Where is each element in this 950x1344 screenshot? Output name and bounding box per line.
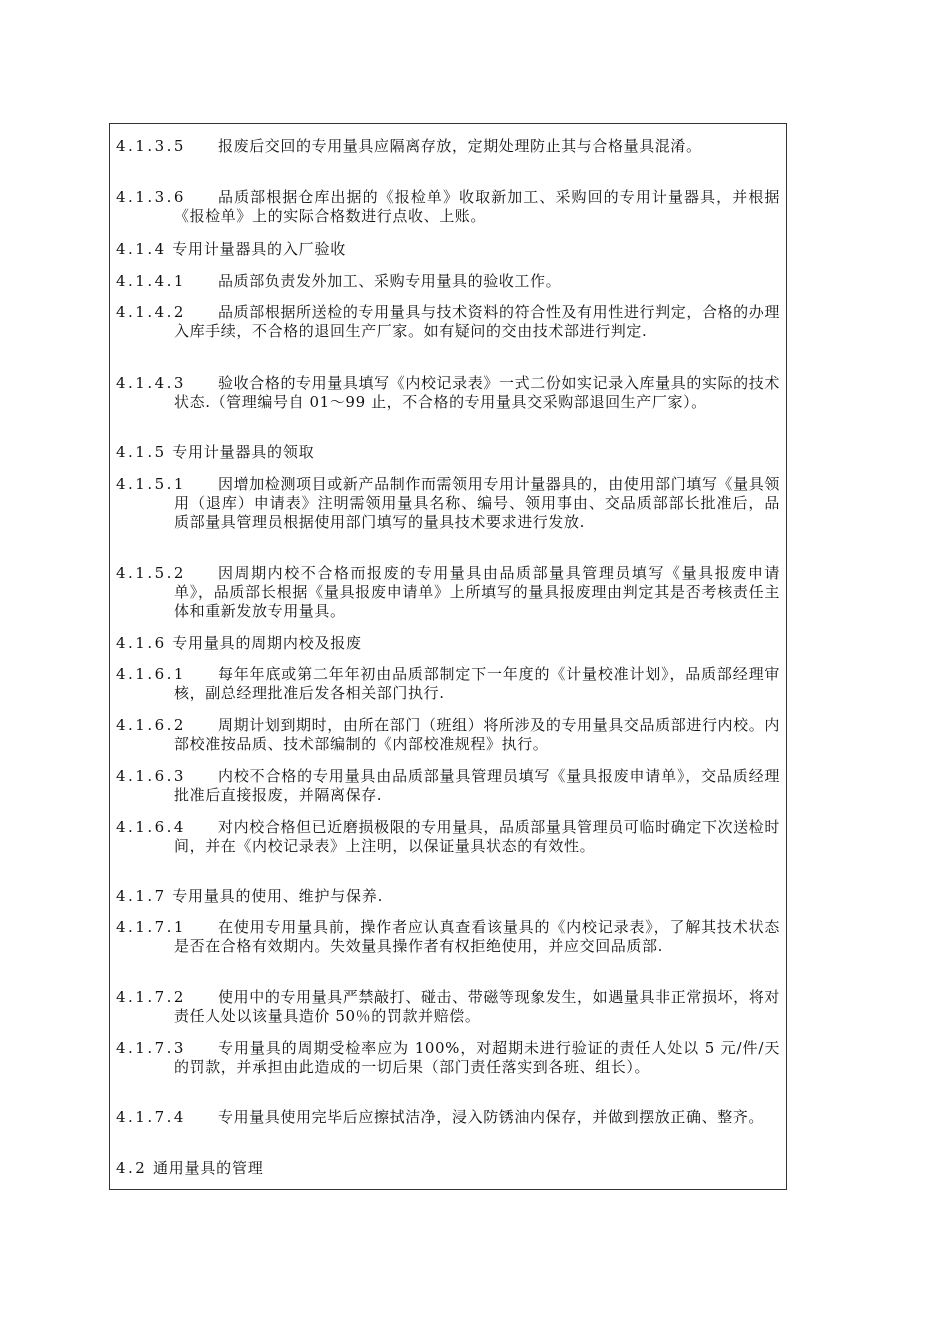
section-4-1-4-3 <box>116 374 780 412</box>
section-number: 4.1.3.6 <box>116 188 186 206</box>
section-4-1-6-4 <box>116 818 780 856</box>
section-text: 品质部负责发外加工、采购专用量具的验收工作。 <box>218 272 562 290</box>
section-number: 4.1.7.3 <box>116 1039 186 1057</box>
section-number: 4.1.6.1 <box>116 665 186 683</box>
section-number: 4.1.4.3 <box>116 374 186 392</box>
section-number: 4.1.7.1 <box>116 918 186 936</box>
section-text: 品质部根据仓库出据的《报检单》收取新加工、采购回的专用计量器具，并根据《报检单》上的实际合格数进行点收、上账。 <box>174 188 780 225</box>
section-text: 报废后交回的专用量具应隔离存放，定期处理防止其与合格量具混淆。 <box>218 137 702 155</box>
section-number: 4.1.5.2 <box>116 564 186 582</box>
heading-text: 专用计量器具的领取 <box>172 443 315 461</box>
section-4-1-6-3 <box>116 767 780 805</box>
section-text: 专用量具的周期受检率应为 100%，对超期未进行验证的责任人处以 5 元/件/天的罚款，并承担由此造成的一切后果（部门责任落实到各班、组长）。 <box>174 1039 780 1076</box>
heading-4-1-5 <box>116 443 314 462</box>
section-4-1-4-2 <box>116 303 780 341</box>
section-4-1-7-1 <box>116 918 780 956</box>
heading-number: 4.1.4 <box>116 240 167 258</box>
section-text: 使用中的专用量具严禁敲打、碰击、带磁等现象发生，如遇量具非正常损坏，将对责任人处以该量具造价 50％的罚款并赔偿。 <box>174 988 780 1025</box>
section-4-1-7-3 <box>116 1039 780 1077</box>
section-text: 品质部根据所送检的专用量具与技术资料的符合性及有用性进行判定，合格的办理入库手续，不合格的退回生产厂家。如有疑问的交由技术部进行判定. <box>174 303 780 340</box>
section-text: 因增加检测项目或新产品制作而需领用专用计量器具的，由使用部门填写《量具领用（退库）申请表》注明需领用量具名称、编号、领用事由、交品质部部长批准后，品质部量具管理员根据使用部门填写的量具技术要求进行发放. <box>174 475 780 531</box>
section-4-1-5-1 <box>116 475 780 532</box>
heading-number: 4.1.6 <box>116 634 167 652</box>
section-text: 验收合格的专用量具填写《内校记录表》一式二份如实记录入库量具的实际的技术状态.（管理编号自 01～99 止，不合格的专用量具交采购部退回生产厂家）。 <box>174 374 780 411</box>
section-4-1-6-2 <box>116 716 780 754</box>
section-number: 4.1.7.2 <box>116 988 186 1006</box>
heading-4-1-7 <box>116 887 383 906</box>
heading-text: 专用量具的周期内校及报废 <box>172 634 362 652</box>
heading-number: 4.1.5 <box>116 443 167 461</box>
section-4-1-5-2 <box>116 564 780 621</box>
section-number: 4.1.6.4 <box>116 818 186 836</box>
section-4-1-4-1 <box>116 272 780 291</box>
heading-text: 专用量具的使用、维护与保养. <box>172 887 384 905</box>
heading-number: 4.1.7 <box>116 887 167 905</box>
heading-number: 4.2 <box>116 1159 148 1177</box>
section-4-1-3-6 <box>116 188 780 226</box>
section-text: 对内校合格但已近磨损极限的专用量具，品质部量具管理员可临时确定下次送检时间，并在《内校记录表》上注明，以保证量具状态的有效性。 <box>174 818 780 855</box>
section-number: 4.1.5.1 <box>116 475 186 493</box>
section-text: 在使用专用量具前，操作者应认真查看该量具的《内校记录表》，了解其技术状态是否在合格有效期内。失效量具操作者有权拒绝使用，并应交回品质部. <box>174 918 780 955</box>
section-number: 4.1.7.4 <box>116 1108 186 1126</box>
section-number: 4.1.4.2 <box>116 303 186 321</box>
section-4-1-6-1 <box>116 665 780 703</box>
heading-4-1-4 <box>116 240 346 259</box>
heading-text: 专用计量器具的入厂验收 <box>172 240 347 258</box>
section-text: 每年年底或第二年年初由品质部制定下一年度的《计量校准计划》，品质部经理审核，副总经理批准后发各相关部门执行. <box>174 665 780 702</box>
heading-text: 通用量具的管理 <box>152 1159 264 1177</box>
section-text: 专用量具使用完毕后应擦拭洁净，浸入防锈油内保存，并做到摆放正确、整齐。 <box>218 1108 765 1126</box>
section-4-1-7-2 <box>116 988 780 1026</box>
section-4-1-3-5 <box>116 137 780 156</box>
section-4-1-7-4 <box>116 1108 780 1127</box>
heading-4-2 <box>116 1159 264 1178</box>
section-text: 因周期内校不合格而报废的专用量具由品质部量具管理员填写《量具报废申请单》，品质部长根据《量具报废申请单》上所填写的量具报废理由判定其是否考核责任主体和重新发放专用量具。 <box>174 564 780 620</box>
section-number: 4.1.6.3 <box>116 767 186 785</box>
heading-4-1-6 <box>116 634 362 653</box>
section-text: 内校不合格的专用量具由品质部量具管理员填写《量具报废申请单》，交品质经理批准后直接报废，并隔离保存. <box>174 767 780 804</box>
section-number: 4.1.4.1 <box>116 272 186 290</box>
section-text: 周期计划到期时，由所在部门（班组）将所涉及的专用量具交品质部进行内校。内部校准按品质、技术部编制的《内部校准规程》执行。 <box>174 716 780 753</box>
section-number: 4.1.6.2 <box>116 716 186 734</box>
section-number: 4.1.3.5 <box>116 137 186 155</box>
